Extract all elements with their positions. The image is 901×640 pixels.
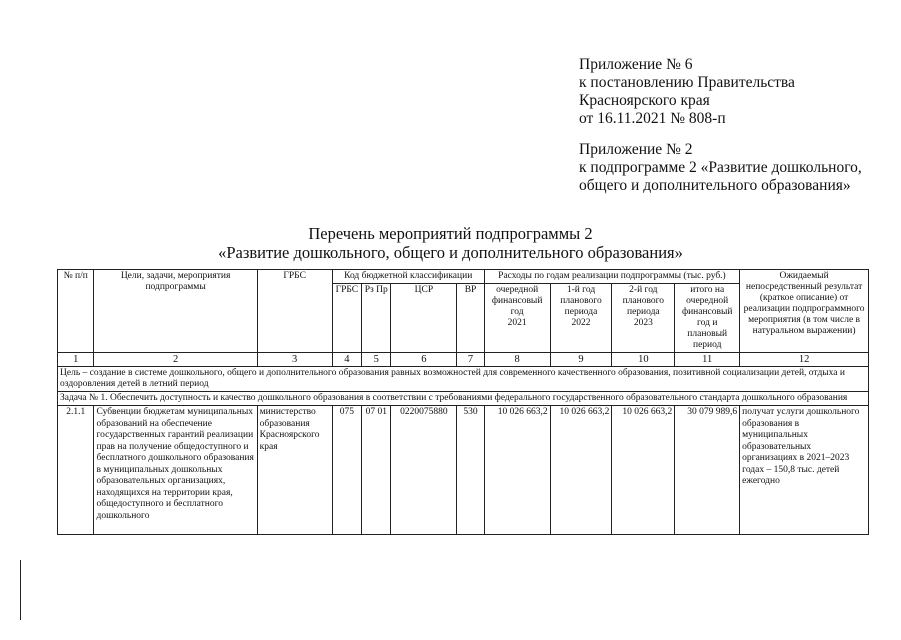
- header-budget-code: Код бюджетной классификации: [332, 270, 484, 284]
- row-num: 2.1.1: [58, 406, 94, 535]
- header-total: итого на очередной финансовый год и плановый период: [675, 284, 740, 353]
- column-number: 12: [740, 353, 869, 367]
- row-grbs: 075: [332, 406, 361, 535]
- appendix-6-line-2: к постановлению Правительства: [579, 74, 795, 91]
- column-number: 8: [484, 353, 550, 367]
- appendix-2-line-2: к подпрограмме 2 «Развитие дошкольного,: [579, 159, 862, 176]
- task-row: [58, 392, 869, 406]
- appendix-6-block: [579, 56, 795, 128]
- column-number: 6: [391, 353, 457, 367]
- appendix-2-line-1: Приложение № 2: [579, 141, 693, 158]
- document-title-line-2: «Развитие дошкольного, общего и дополнительного образования»: [218, 243, 683, 262]
- header-row-1: [58, 270, 869, 284]
- column-number: 7: [457, 353, 484, 367]
- header-goals: Цели, задачи, мероприятия подпрограммы: [94, 270, 257, 353]
- header-year-2023-value: 2023: [633, 318, 653, 328]
- document-title-line-1: Перечень мероприятий подпрограммы 2: [308, 224, 593, 243]
- column-number: 4: [332, 353, 361, 367]
- row-grbs-name: министерство образования Красноярского края: [257, 406, 332, 535]
- header-year-2021: [484, 284, 550, 353]
- column-numbers-row: [58, 353, 869, 367]
- measures-table: [57, 269, 869, 535]
- header-year-2023: [612, 284, 675, 353]
- header-year-2022-label: 1-й год планового периода: [560, 285, 602, 317]
- appendix-2-block: [579, 141, 862, 195]
- row-total: 30 079 989,6: [675, 406, 740, 535]
- goal-row: [58, 367, 869, 392]
- header-year-2023-label: 2-й год планового периода: [622, 285, 665, 317]
- row-2021: 10 026 663,2: [484, 406, 550, 535]
- header-code-vr: ВР: [457, 284, 484, 353]
- table-row: [58, 406, 869, 535]
- page-edge-line: [20, 560, 21, 620]
- header-year-2022-value: 2022: [571, 318, 591, 328]
- column-number: 1: [58, 353, 94, 367]
- appendix-2-line-3: общего и дополнительного образования»: [579, 177, 851, 194]
- header-num: № п/п: [58, 270, 94, 353]
- row-2023: 10 026 663,2: [612, 406, 675, 535]
- column-number: 9: [550, 353, 612, 367]
- row-2022: 10 026 663,2: [550, 406, 612, 535]
- column-number: 11: [675, 353, 740, 367]
- header-result: Ожидаемый непосредственный результат (краткое описание) от реализации подпрограммного мероприятия (в том числе в натуральном выражении): [740, 270, 869, 353]
- column-number: 5: [362, 353, 391, 367]
- goal-text: Цель – создание в системе дошкольного, общего и дополнительного образования равных возможностей для современного качественного образования, позитивной социализации детей, отдыха и оздоровления детей в летний период: [58, 367, 869, 392]
- header-year-2021-label: очередной финансовый год: [491, 285, 543, 317]
- appendix-6-line-4: от 16.11.2021 № 808-п: [579, 110, 726, 127]
- row-vr: 530: [457, 406, 484, 535]
- header-code-grbs: ГРБС: [332, 284, 361, 353]
- header-code-rzpr: Рз Пр: [362, 284, 391, 353]
- header-year-2022: [550, 284, 612, 353]
- row-name: Субвенции бюджетам муниципальных образований на обеспечение государственных гарантий реализации прав на получение общедоступного и бесплатного дошкольного образования в муниципальных дошкольных образовательных организациях, находящихся на территории края, общедоступного и бесплатного дошкольного: [94, 406, 257, 535]
- header-code-csr: ЦСР: [391, 284, 457, 353]
- task-text: Задача № 1. Обеспечить доступность и качество дошкольного образования в соответствии с требованиями федерального государственного образовательного стандарта дошкольного образования: [58, 392, 869, 406]
- column-number: 10: [612, 353, 675, 367]
- document-title: [0, 224, 901, 262]
- header-year-2021-value: 2021: [507, 318, 527, 328]
- row-rzpr: 07 01: [362, 406, 391, 535]
- column-number: 2: [94, 353, 257, 367]
- row-result: получат услуги дошкольного образования в муниципальных образовательных организациях в 2021–2023 годах – 150,8 тыс. детей ежегодно: [740, 406, 869, 535]
- header-grbs: ГРБС: [257, 270, 332, 353]
- header-expenses: Расходы по годам реализации подпрограммы (тыс. руб.): [484, 270, 739, 284]
- appendix-6-line-1: Приложение № 6: [579, 56, 693, 73]
- column-number: 3: [257, 353, 332, 367]
- appendix-6-line-3: Красноярского края: [579, 92, 710, 109]
- row-csr: 0220075880: [391, 406, 457, 535]
